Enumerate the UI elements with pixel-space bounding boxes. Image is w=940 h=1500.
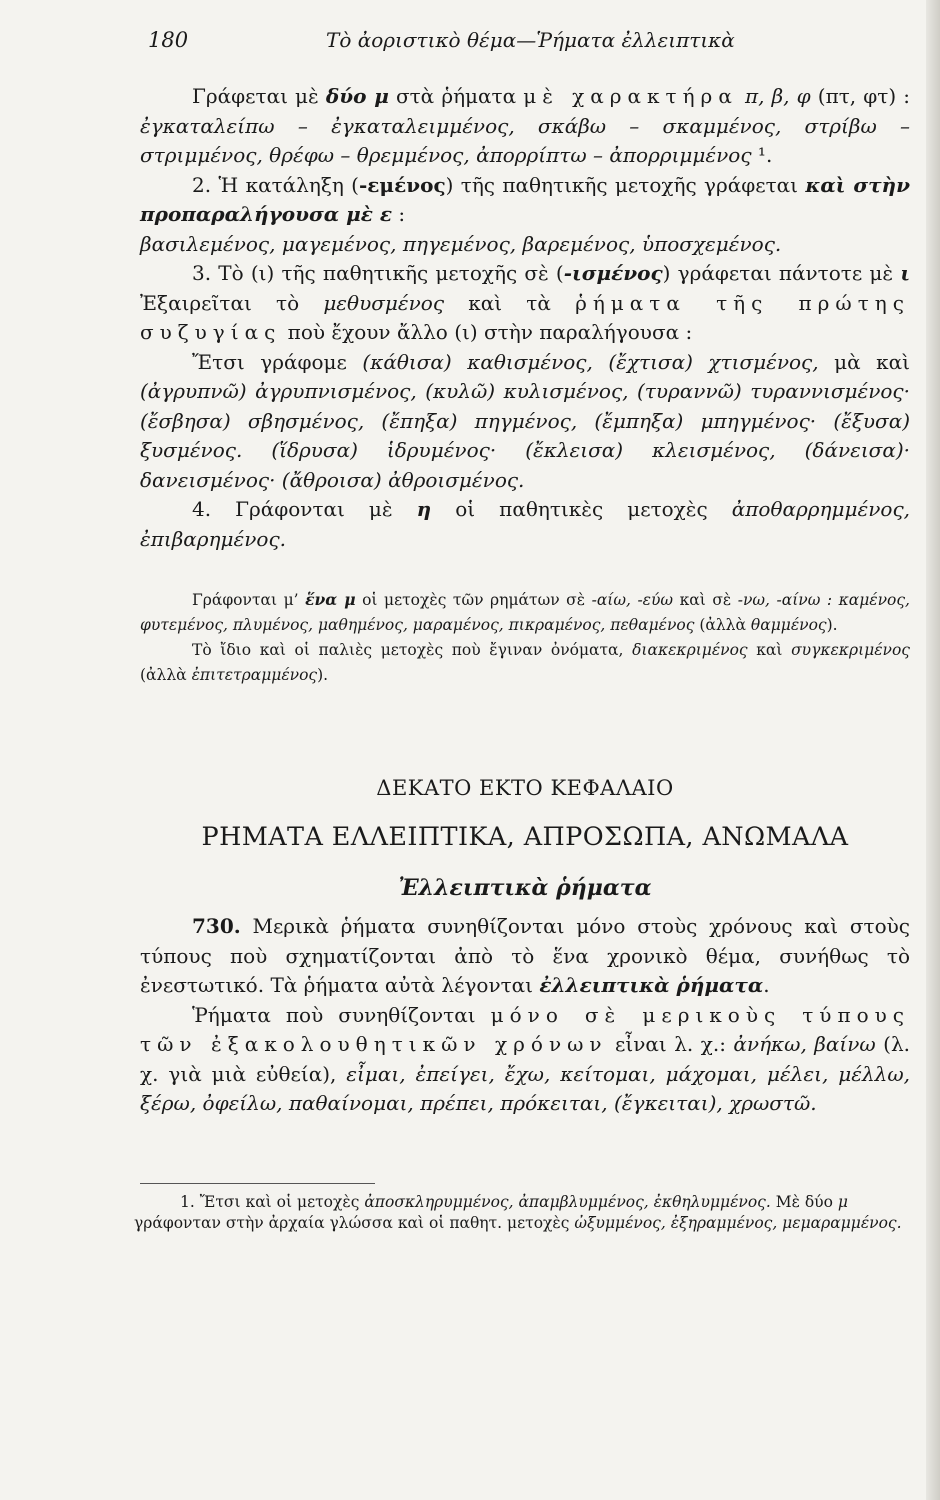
page-edge-shadow xyxy=(926,0,940,1500)
rule-1-paragraph: Γράφεται μὲ δύο μ στὰ ῥήματα μὲ χαρακτήρα π, β, φ (πτ, φτ) : ἐγκαταλείπω – ἐγκαταλειμμένος, σκάβω – σκαμμένος, στρίβω – στριμμένος, θρέφω – θρεμμένος, ἀπορρίπτω – ἀπορριμμένος ¹. xyxy=(140,84,911,167)
paragraph-730-block xyxy=(140,912,910,1119)
rule-3-paragraph: 3. Τὸ (ι) τῆς παθητικῆς μετοχῆς σὲ (-ισμένος) γράφεται πάντοτε μὲ ι Ἐξαιρεῖται τὸ μεθυσμένος καὶ τὰ ῥήματα τῆς πρώτης συζυγίας ποὺ ἔχουν ἄλλο (ι) στὴν παραλήγουσα : xyxy=(140,261,911,344)
paragraph-730: 730. Μερικὰ ῥήματα συνηθίζονται μόνο στοὺς χρόνους καὶ στοὺς τύπους ποὺ σχηματίζονται ἀπὸ τὸ ἕνα χρονικὸ θέμα, συνήθως τὸ ἐνεστωτικό. Τὰ ῥήματα αὐτὰ λέγονται ἐλλειπτικὰ ῥήματα. xyxy=(140,914,910,997)
page-header xyxy=(148,28,748,58)
rule-block xyxy=(140,82,910,554)
chapter-subtitle: ΡΗΜΑΤΑ ΕΛΛΕΙΠΤΙΚΑ, ΑΠΡΟΣΩΠΑ, ΑΝΩΜΑΛΑ xyxy=(201,822,849,852)
paragraph-730-examples: Ῥήματα ποὺ συνηθίζονται μόνο σὲ μερικοὺς τύπους τῶν ἐξακολουθητικῶν χρόνων εἶναι λ. χ.: ἀνήκω, βαίνω (λ. χ. γιὰ μιὰ εὐθεία), εἶμαι, ἐπείγει, ἔχω, κείτομαι, μάχομαι, μέλει, μέλλω, ξέρω, ὀφείλω, παθαίνομαι, πρέπει, πρόκειται, (ἔγκειται), χρωστῶ. xyxy=(140,1002,911,1115)
running-head: Τὸ ἀοριστικὸ θέμα—Ῥήματα ἐλλειπτικὰ xyxy=(326,28,735,52)
rule-4-paragraph: 4. Γράφονται μὲ η οἱ παθητικὲς μετοχὲς ἀποθαρρημμένος, ἐπιβαρημένος. xyxy=(140,497,911,551)
section-heading: Ἐλλειπτικὰ ῥήματα xyxy=(398,875,652,901)
footnote-divider xyxy=(140,1183,375,1184)
rule-2-paragraph: 2. Ἡ κατάληξη (-εμένος) τῆς παθητικῆς μετοχῆς γράφεται καὶ στὴν προπαραλήγουσα μὲ ε : xyxy=(140,172,910,226)
paragraph-number: 730. xyxy=(192,914,241,938)
note-old-participles: Τὸ ἴδιο καὶ οἱ παλιὲς μετοχὲς ποὺ ἔγιναν ὀνόματα, διακεκριμένος καὶ συγκεκριμένος (ἀλλὰ ἐπιτετραμμένος). xyxy=(140,641,910,684)
rule-3-examples: Ἔτσι γράφομε (κάθισα) καθισμένος, (ἔχτισα) χτισμένος, μὰ καὶ (ἀγρυπνῶ) ἀγρυπνισμένος, (κυλῶ) κυλισμένος, (τυραννῶ) τυραννισμένος· (ἔσβησα) σβησμένος, (ἔπηξα) πηγμένος, (ἔμπηξα) μπηγμένος· (ἔξυσα) ξυσμένος. (ἵδρυσα) ἱδρυμένος· (ἔκλεισα) κλεισμένος, (δάνεισα)· δανεισμένος· (ἄθροισα) ἀθροισμένος. xyxy=(140,349,910,492)
page-number: 180 xyxy=(148,28,189,52)
chapter-title: ΔΕΚΑΤΟ ΕΚΤΟ ΚΕΦΑΛΑΙΟ xyxy=(376,776,674,800)
footnote: 1. Ἔτσι καὶ οἱ μετοχὲς ἀποσκληρυμμένος, ἀπαμβλυμμένος, ἐκθηλυμμένος. Μὲ δύο μ γράφονταν στὴν ἀρχαία γλώσσα καὶ οἱ παθητ. μετοχὲς ὠξυμμένος, ἐξηραμμένος, μεμαραμμένος. xyxy=(134,1193,902,1232)
note-single-mu: Γράφονται μ’ ἕνα μ οἱ μετοχὲς τῶν ρημάτων σὲ -αίω, -εύω καὶ σὲ -νω, -αίνω : καμένος, φυτεμένος, πλυμένος, μαθημένος, μαραμένος, πικραμένος, πεθαμένος (ἀλλὰ θαμμένος). xyxy=(140,590,910,634)
small-notes xyxy=(140,587,910,688)
rule-2-examples: βασιλεμένος, μαγεμένος, πηγεμένος, βαρεμένος, ὑποσχεμένος. xyxy=(140,231,782,256)
